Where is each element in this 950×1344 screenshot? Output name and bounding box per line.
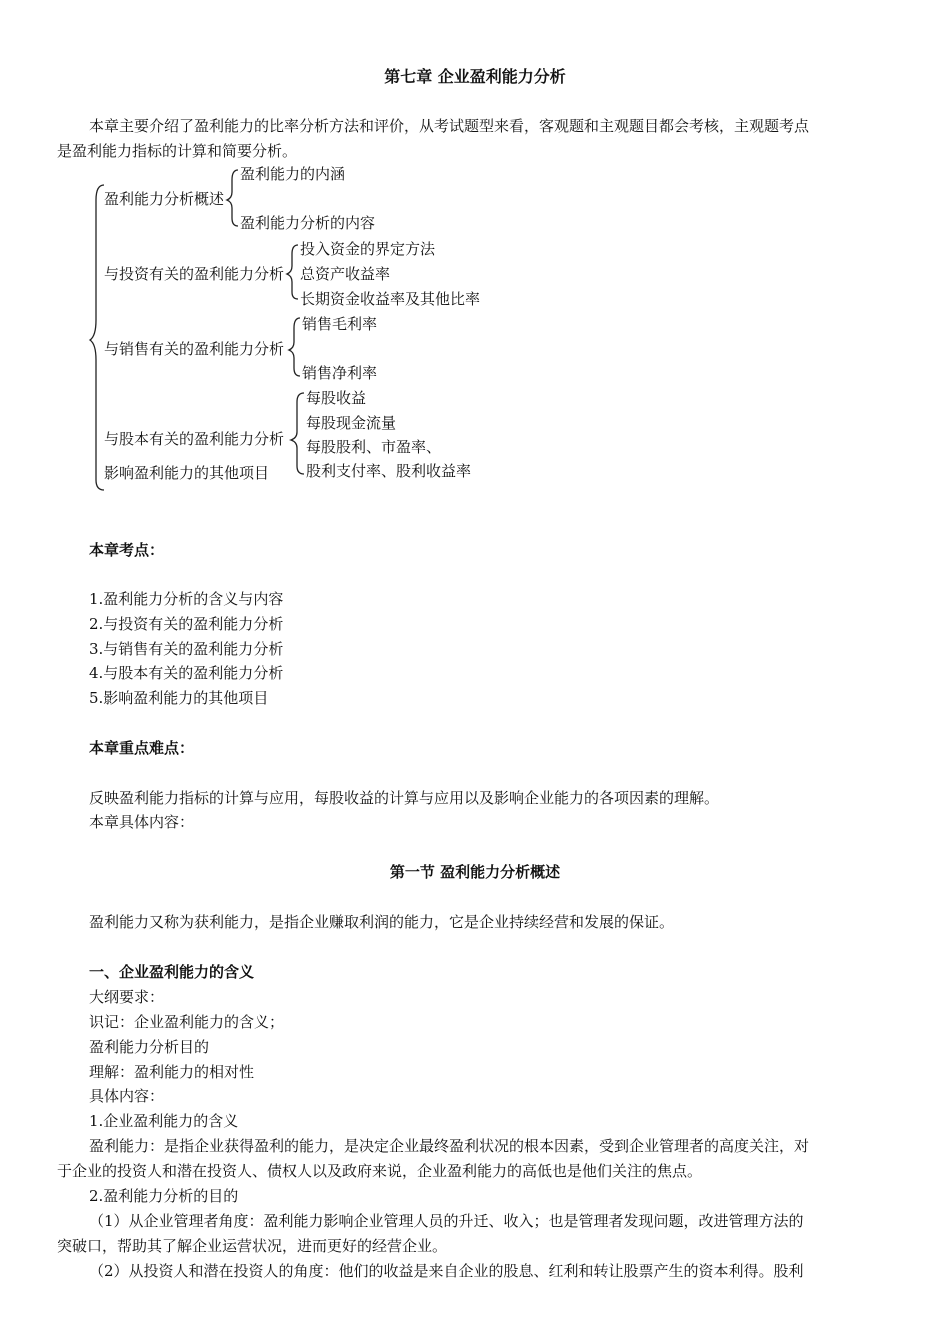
outline-line: 大纲要求：	[89, 988, 165, 1006]
section-intro: 盈利能力又称为获利能力，是指企业赚取利润的能力，它是企业持续经营和发展的保证。	[89, 913, 675, 931]
key-point-item: 1.盈利能力分析的含义与内容	[89, 590, 284, 608]
mindmap-sub-dps-pe: 每股股利、市盈率、	[306, 438, 442, 456]
mindmap-sub-content: 盈利能力分析的内容	[240, 214, 376, 232]
mindmap-sub-capital-definition: 投入资金的界定方法	[300, 240, 436, 258]
difficulties-text: 反映盈利能力指标的计算与应用，每股收益的计算与应用以及影响企业能力的各项因素的理解。	[89, 789, 720, 807]
outline-line: 盈利能力分析目的	[89, 1038, 210, 1056]
mindmap-sub-roa: 总资产收益率	[300, 265, 391, 283]
outline-line: 理解：盈利能力的相对性	[89, 1063, 255, 1081]
mindmap-sub-net-margin: 销售净利率	[302, 364, 378, 382]
key-points-heading: 本章考点：	[89, 541, 165, 559]
chapter-mindmap	[0, 0, 950, 520]
paragraph-line: （2）从投资人和潜在投资人的角度：他们的收益是来自企业的股息、红利和转让股票产生的资本利得。股利	[89, 1262, 804, 1280]
key-point-item: 4.与股本有关的盈利能力分析	[89, 664, 284, 682]
mindmap-sub-connotation: 盈利能力的内涵	[240, 165, 346, 183]
difficulties-heading: 本章重点难点：	[89, 739, 195, 757]
mindmap-sub-gross-margin: 销售毛利率	[302, 315, 378, 333]
key-point-item: 3.与销售有关的盈利能力分析	[89, 640, 284, 658]
mindmap-sub-long-term-return: 长期资金收益率及其他比率	[300, 290, 481, 308]
mindmap-sub-eps: 每股收益	[306, 389, 367, 407]
mindmap-main-overview: 盈利能力分析概述	[104, 190, 225, 208]
mindmap-main-equity: 与股本有关的盈利能力分析	[104, 430, 285, 448]
intro-line-2: 是盈利能力指标的计算和简要分析。	[57, 142, 298, 160]
key-point-item: 2.与投资有关的盈利能力分析	[89, 615, 284, 633]
key-point-item: 5.影响盈利能力的其他项目	[89, 689, 269, 707]
paragraph-line: 于企业的投资人和潜在投资人、债权人以及政府来说，企业盈利能力的高低也是他们关注的焦点。	[57, 1162, 703, 1180]
paragraph-line: 突破口，帮助其了解企业运营状况，进而更好的经营企业。	[57, 1237, 448, 1255]
mindmap-main-sales: 与销售有关的盈利能力分析	[104, 340, 285, 358]
outline-line: 具体内容：	[89, 1087, 165, 1105]
section-subheading: 一、企业盈利能力的含义	[89, 963, 255, 981]
mindmap-sub-payout-yield: 股利支付率、股利收益率	[306, 462, 472, 480]
intro-line-1: 本章主要介绍了盈利能力的比率分析方法和评价，从考试题型来看，客观题和主观题目都会考核，主观题考点	[89, 117, 810, 135]
mindmap-main-other: 影响盈利能力的其他项目	[104, 464, 270, 482]
paragraph-heading: 2.盈利能力分析的目的	[89, 1187, 239, 1205]
content-label: 本章具体内容：	[89, 813, 195, 831]
paragraph-line: 盈利能力：是指企业获得盈利的能力，是决定企业最终盈利状况的根本因素，受到企业管理者的高度关注，对	[89, 1137, 810, 1155]
mindmap-main-investment: 与投资有关的盈利能力分析	[104, 265, 285, 283]
section-title: 第一节 盈利能力分析概述	[389, 863, 561, 881]
outline-line: 1.企业盈利能力的含义	[89, 1112, 239, 1130]
outline-line: 识记：企业盈利能力的含义；	[89, 1013, 285, 1031]
mindmap-sub-cash-flow-per-share: 每股现金流量	[306, 414, 397, 432]
paragraph-line: （1）从企业管理者角度：盈利能力影响企业管理人员的升迁、收入；也是管理者发现问题，改进管理方法的	[89, 1212, 804, 1230]
page-title: 第七章 企业盈利能力分析	[384, 67, 566, 86]
